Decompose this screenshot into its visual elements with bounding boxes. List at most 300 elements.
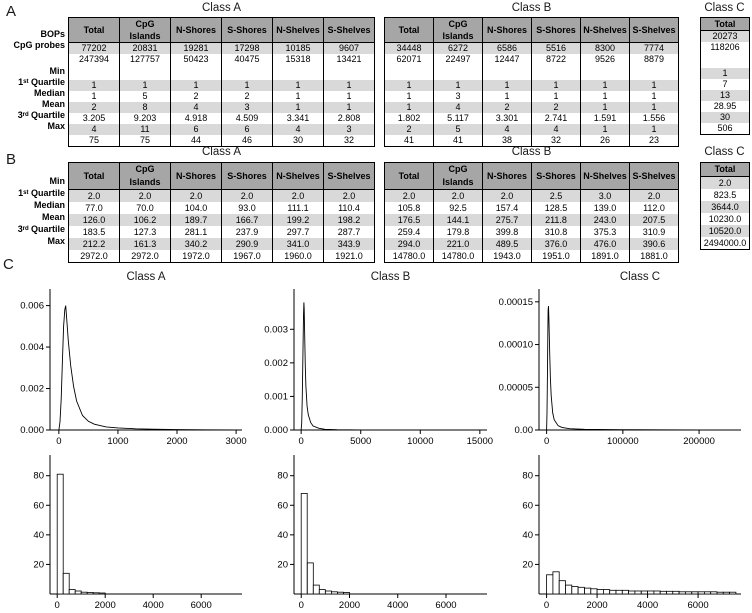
- histogram-svg: [246, 450, 495, 610]
- table-cell: 92.5: [434, 202, 483, 214]
- table-cell: 28.95: [701, 101, 750, 112]
- table-header-cell: [0, 162, 68, 175]
- table-header-cell: Total: [69, 18, 120, 43]
- table-row: [385, 250, 679, 263]
- table-cell: 1: [630, 80, 679, 91]
- table-header-cell: N-Shores: [483, 18, 532, 43]
- table-cell: 3.205: [69, 113, 120, 124]
- table-header-cell: Total: [385, 163, 434, 190]
- table-cell: 5: [434, 124, 483, 135]
- svg-text:60: 60: [277, 500, 288, 512]
- table-cell: 290.9: [222, 238, 273, 250]
- table-row: [701, 177, 750, 190]
- table-cell: 62071: [385, 54, 434, 65]
- table-cell: 128.5: [532, 202, 581, 214]
- table-cell: 1891.0: [581, 250, 630, 263]
- table-cell: 375.3: [581, 226, 630, 238]
- panel-a-row-labels: [0, 17, 68, 132]
- table-cell: 212.2: [69, 238, 120, 250]
- panel-b-class-a-table: [68, 162, 375, 263]
- table-cell: 4.918: [171, 113, 222, 124]
- histogram-svg: [491, 450, 749, 610]
- table-cell: 19281: [171, 43, 222, 55]
- table-cell: 1: [701, 68, 750, 79]
- table-cell: 1ˢᵗ Quartile: [18, 77, 65, 87]
- table-cell: 310.9: [630, 226, 679, 238]
- svg-text:2000: 2000: [94, 600, 116, 610]
- table-row: [385, 91, 679, 102]
- svg-text:0: 0: [543, 600, 550, 610]
- table-cell: 1951.0: [532, 250, 581, 263]
- table-cell: 2.0: [171, 190, 222, 203]
- table-cell: 2.5: [532, 190, 581, 203]
- table-cell: 4: [171, 102, 222, 113]
- table-row: [0, 88, 68, 99]
- table-cell: 23: [630, 135, 679, 147]
- table-cell: 198.2: [324, 214, 375, 226]
- table-row: [0, 110, 68, 121]
- table-row: [69, 124, 375, 135]
- table-cell: 7: [701, 79, 750, 90]
- table-header-cell: CpG Islands: [120, 163, 171, 190]
- table-cell: 2972.0: [120, 250, 171, 263]
- table-cell: 259.4: [385, 226, 434, 238]
- table-header-row: [69, 18, 375, 43]
- table-cell: 476.0: [581, 238, 630, 250]
- table-header-cell: N-Shelves: [581, 18, 630, 43]
- table-cell: BOPs: [40, 29, 65, 39]
- panel-a-class-b-title: Class B: [511, 2, 552, 14]
- table-row: [385, 202, 679, 214]
- table-cell: 243.0: [581, 214, 630, 226]
- table-cell: 2.0: [483, 190, 532, 203]
- table-cell: 823.5: [701, 189, 750, 201]
- table-header-cell: S-Shelves: [630, 163, 679, 190]
- table-row: [0, 199, 68, 211]
- table-cell: 8722: [532, 54, 581, 65]
- table-cell: 32: [324, 135, 375, 147]
- svg-text:0.00005: 0.00005: [498, 382, 533, 394]
- table-cell: 8300: [581, 43, 630, 55]
- table-cell: 4.509: [222, 113, 273, 124]
- table-cell: 1972.0: [171, 250, 222, 263]
- table-cell: 207.5: [630, 214, 679, 226]
- table-cell: 1967.0: [222, 250, 273, 263]
- svg-text:100000: 100000: [606, 436, 639, 446]
- table-cell: 341.0: [273, 238, 324, 250]
- table-cell: 2.0: [701, 177, 750, 190]
- table-cell: 2.808: [324, 113, 375, 124]
- table-row: [0, 51, 68, 66]
- table-header-cell: S-Shores: [532, 163, 581, 190]
- svg-text:2000: 2000: [166, 436, 188, 446]
- svg-text:80: 80: [277, 470, 288, 482]
- svg-text:0: 0: [298, 436, 304, 446]
- table-cell: 176.5: [385, 214, 434, 226]
- table-cell: 157.4: [483, 202, 532, 214]
- table-row: [0, 121, 68, 132]
- table-header-cell: N-Shores: [483, 163, 532, 190]
- table-row: [0, 211, 68, 223]
- table: [0, 17, 68, 132]
- table-cell: 3644.0: [701, 201, 750, 213]
- table-row: [0, 223, 68, 235]
- table-cell: 1921.0: [324, 250, 375, 263]
- table-cell: 211.8: [532, 214, 581, 226]
- table-cell: 110.4: [324, 202, 375, 214]
- table-cell: 50423: [171, 54, 222, 65]
- table-cell: [0, 51, 68, 66]
- table-cell: 399.8: [483, 226, 532, 238]
- table-cell: 144.1: [434, 214, 483, 226]
- svg-text:40: 40: [33, 529, 44, 541]
- table-cell: 1ˢᵗ Quartile: [18, 188, 65, 198]
- table-cell: 2: [222, 91, 273, 102]
- table-cell: 1: [581, 91, 630, 102]
- table-cell: 1: [324, 91, 375, 102]
- table-cell: 9526: [581, 54, 630, 65]
- table-row: [69, 54, 375, 65]
- table-cell: 2.0: [69, 190, 120, 203]
- svg-text:60: 60: [33, 500, 44, 512]
- table-cell: 20273: [701, 31, 750, 43]
- table-cell: [483, 65, 532, 80]
- table-cell: 38: [483, 135, 532, 147]
- table-cell: 11: [120, 124, 171, 135]
- svg-text:0.00015: 0.00015: [498, 296, 533, 308]
- table-header-cell: S-Shores: [222, 18, 273, 43]
- table-cell: 40475: [222, 54, 273, 65]
- panel-b-class-c-table: [700, 162, 750, 250]
- table-cell: 127.3: [120, 226, 171, 238]
- table-header-cell: CpG Islands: [434, 18, 483, 43]
- svg-text:4000: 4000: [142, 600, 164, 610]
- table-cell: 166.7: [222, 214, 273, 226]
- class-b-density-canvas: [246, 284, 495, 446]
- table-row: [701, 53, 750, 68]
- table-cell: 13421: [324, 54, 375, 65]
- table-cell: Min: [49, 66, 65, 76]
- svg-text:0.001: 0.001: [264, 391, 288, 403]
- svg-text:0: 0: [54, 600, 60, 610]
- table-row: [0, 29, 68, 40]
- panel-a-class-c-title: Class C: [704, 2, 745, 14]
- table-row: [69, 250, 375, 263]
- table-cell: 9607: [324, 43, 375, 55]
- table-cell: [581, 65, 630, 80]
- svg-text:0.000: 0.000: [264, 425, 288, 436]
- table-cell: 287.7: [324, 226, 375, 238]
- table-cell: 2494000.0: [701, 237, 750, 250]
- table-cell: 70.0: [120, 202, 171, 214]
- table-header-row: [701, 18, 750, 31]
- table-row: [701, 237, 750, 250]
- table: [384, 17, 679, 147]
- table-header-row: [385, 163, 679, 190]
- table-row: [701, 213, 750, 225]
- table-cell: 2972.0: [69, 250, 120, 263]
- table-cell: 1: [630, 91, 679, 102]
- table-cell: 1: [581, 124, 630, 135]
- table-cell: 1: [532, 91, 581, 102]
- table-cell: 2.0: [630, 190, 679, 203]
- table-cell: [222, 65, 273, 80]
- table-cell: 17298: [222, 43, 273, 55]
- table-cell: 1.802: [385, 113, 434, 124]
- table-cell: 2.741: [532, 113, 581, 124]
- table-cell: 2.0: [385, 190, 434, 203]
- svg-text:0: 0: [543, 436, 550, 446]
- table-row: [69, 113, 375, 124]
- table-header-cell: N-Shelves: [273, 18, 324, 43]
- table-cell: 1.556: [630, 113, 679, 124]
- table-cell: 1.591: [581, 113, 630, 124]
- table-row: [701, 112, 750, 123]
- table-header-cell: S-Shelves: [324, 163, 375, 190]
- svg-text:2000: 2000: [586, 600, 608, 610]
- table-cell: 10520.0: [701, 225, 750, 237]
- svg-text:4000: 4000: [637, 600, 659, 610]
- table-cell: 34448: [385, 43, 434, 55]
- table-cell: 1: [273, 102, 324, 113]
- table-cell: Max: [47, 236, 65, 246]
- panel-b-class-a-title: Class A: [202, 146, 241, 158]
- density-plot-svg: [246, 284, 495, 446]
- table-row: [385, 124, 679, 135]
- table-cell: 6586: [483, 43, 532, 55]
- class-c-histogram-canvas: [491, 450, 749, 610]
- table-cell: 105.8: [385, 202, 434, 214]
- table: [68, 162, 375, 263]
- table-cell: 489.5: [483, 238, 532, 250]
- table-cell: 8: [120, 102, 171, 113]
- table-cell: 14780.0: [434, 250, 483, 263]
- table-row: [701, 101, 750, 112]
- table-cell: 139.0: [581, 202, 630, 214]
- svg-text:2000: 2000: [338, 600, 361, 610]
- table-cell: 1881.0: [630, 250, 679, 263]
- table-cell: 4: [434, 102, 483, 113]
- table-header-cell: S-Shelves: [324, 18, 375, 43]
- svg-text:0.003: 0.003: [264, 324, 288, 336]
- svg-text:15000: 15000: [466, 436, 494, 446]
- table-row: [69, 65, 375, 80]
- table-cell: 77202: [69, 43, 120, 55]
- svg-text:200000: 200000: [683, 436, 715, 446]
- table-row: [701, 68, 750, 79]
- table-cell: 3.341: [273, 113, 324, 124]
- svg-text:40: 40: [277, 529, 288, 541]
- table-cell: 3.301: [483, 113, 532, 124]
- table-cell: 41: [434, 135, 483, 147]
- svg-text:3000: 3000: [225, 436, 247, 446]
- table-cell: 294.0: [385, 238, 434, 250]
- table-cell: [324, 65, 375, 80]
- class-c-density-title: Class C: [619, 271, 661, 283]
- table-cell: 10185: [273, 43, 324, 55]
- svg-text:60: 60: [522, 500, 533, 512]
- table-cell: 275.7: [483, 214, 532, 226]
- svg-text:80: 80: [522, 470, 533, 482]
- table-row: [69, 214, 375, 226]
- panel-a-class-a-table: [68, 17, 375, 147]
- table-cell: 111.1: [273, 202, 324, 214]
- table-cell: 7774: [630, 43, 679, 55]
- table-cell: 3: [324, 124, 375, 135]
- table-row: [69, 202, 375, 214]
- table-cell: 127757: [120, 54, 171, 65]
- table-cell: 3: [222, 102, 273, 113]
- table-cell: 3: [434, 91, 483, 102]
- table-cell: 1: [273, 91, 324, 102]
- table-cell: 13: [701, 90, 750, 101]
- table-cell: 4: [483, 124, 532, 135]
- svg-text:0.002: 0.002: [264, 357, 288, 369]
- table-cell: 15318: [273, 54, 324, 65]
- table-header-cell: N-Shores: [171, 18, 222, 43]
- table-header-cell: [0, 17, 68, 29]
- table-cell: 2: [483, 102, 532, 113]
- table-header-row: [701, 163, 750, 177]
- svg-text:6000: 6000: [687, 600, 709, 610]
- table-row: [69, 102, 375, 113]
- table-cell: 1: [532, 80, 581, 91]
- table-cell: 247394: [69, 54, 120, 65]
- svg-text:0: 0: [56, 436, 62, 446]
- table-header-cell: Total: [69, 163, 120, 190]
- table-cell: 343.9: [324, 238, 375, 250]
- class-b-density-title: Class B: [370, 271, 411, 283]
- svg-text:0: 0: [298, 600, 304, 610]
- table-cell: 41: [385, 135, 434, 147]
- table-row: [385, 238, 679, 250]
- table-cell: 1: [69, 91, 120, 102]
- table-cell: 1: [171, 80, 222, 91]
- table-cell: 506: [701, 123, 750, 135]
- table-row: [701, 189, 750, 201]
- table-cell: 2: [532, 102, 581, 113]
- table-cell: 75: [120, 135, 171, 147]
- table-cell: 1: [483, 91, 532, 102]
- panel-b-class-b-title: Class B: [511, 146, 552, 158]
- table-header-cell: S-Shelves: [630, 18, 679, 43]
- table-cell: 2.0: [120, 190, 171, 203]
- table-cell: Mean: [41, 212, 65, 222]
- table-row: [701, 31, 750, 43]
- table: [700, 162, 750, 250]
- table-cell: 1960.0: [273, 250, 324, 263]
- table-row: [701, 42, 750, 53]
- table-cell: 14780.0: [385, 250, 434, 263]
- svg-text:1000: 1000: [107, 436, 129, 446]
- table-header-row: [0, 162, 68, 175]
- table-cell: 199.2: [273, 214, 324, 226]
- table-cell: 2: [171, 91, 222, 102]
- table-cell: 22497: [434, 54, 483, 65]
- table-row: [0, 235, 68, 247]
- density-plot-svg: [2, 284, 250, 446]
- table-cell: 2.0: [434, 190, 483, 203]
- table-row: [385, 113, 679, 124]
- table-header-cell: N-Shelves: [581, 163, 630, 190]
- table-cell: 106.2: [120, 214, 171, 226]
- table-row: [69, 80, 375, 91]
- table-cell: 237.9: [222, 226, 273, 238]
- table-cell: 1: [630, 102, 679, 113]
- panel-a-class-b-table: [384, 17, 679, 147]
- table-cell: 6272: [434, 43, 483, 55]
- table-cell: 1: [483, 80, 532, 91]
- class-a-density-canvas: [2, 284, 250, 446]
- svg-text:0.002: 0.002: [20, 383, 44, 395]
- table-cell: [273, 65, 324, 80]
- table-cell: 221.0: [434, 238, 483, 250]
- table-cell: [120, 65, 171, 80]
- table-cell: 1: [385, 80, 434, 91]
- table-cell: 179.8: [434, 226, 483, 238]
- table-cell: 93.0: [222, 202, 273, 214]
- table-cell: 1: [324, 102, 375, 113]
- table-row: [701, 90, 750, 101]
- class-b-density-plot: [246, 270, 495, 446]
- table-cell: 112.0: [630, 202, 679, 214]
- table-row: [385, 102, 679, 113]
- panel-c-label: C: [3, 256, 14, 273]
- table-cell: 126.0: [69, 214, 120, 226]
- table-row: [385, 214, 679, 226]
- table-row: [385, 190, 679, 203]
- table-row: [69, 190, 375, 203]
- table-cell: 1: [434, 80, 483, 91]
- table: [384, 162, 679, 263]
- table-cell: CpG probes: [13, 40, 65, 50]
- table-header-cell: N-Shores: [171, 163, 222, 190]
- table-cell: 26: [581, 135, 630, 147]
- table-cell: 1: [120, 80, 171, 91]
- table-cell: 1: [385, 91, 434, 102]
- table-row: [69, 226, 375, 238]
- table-cell: 2: [385, 124, 434, 135]
- table-cell: 46: [222, 135, 273, 147]
- table-cell: 1: [324, 80, 375, 91]
- table-cell: 20831: [120, 43, 171, 55]
- table-header-row: [385, 18, 679, 43]
- svg-text:20: 20: [277, 559, 288, 571]
- table-cell: [434, 65, 483, 80]
- class-a-histogram-canvas: [2, 450, 250, 610]
- table-cell: 2.0: [222, 190, 273, 203]
- table-cell: [69, 65, 120, 80]
- table-row: [0, 99, 68, 110]
- table-cell: 4: [69, 124, 120, 135]
- table-cell: 3ʳᵈ Quartile: [17, 224, 65, 234]
- svg-text:40: 40: [522, 529, 533, 541]
- table-cell: 77.0: [69, 202, 120, 214]
- table-cell: 1: [581, 102, 630, 113]
- table: [700, 17, 750, 135]
- svg-text:0.00: 0.00: [514, 425, 533, 436]
- svg-text:80: 80: [33, 470, 44, 482]
- table-row: [385, 65, 679, 80]
- table-cell: 75: [69, 135, 120, 147]
- table-cell: 6: [222, 124, 273, 135]
- panel-b-class-c-title: Class C: [704, 146, 745, 158]
- table-cell: 8879: [630, 54, 679, 65]
- panel-a-class-a-title: Class A: [202, 2, 241, 14]
- table-cell: 30: [701, 112, 750, 123]
- table-row: [701, 201, 750, 213]
- class-b-histogram: [246, 450, 495, 610]
